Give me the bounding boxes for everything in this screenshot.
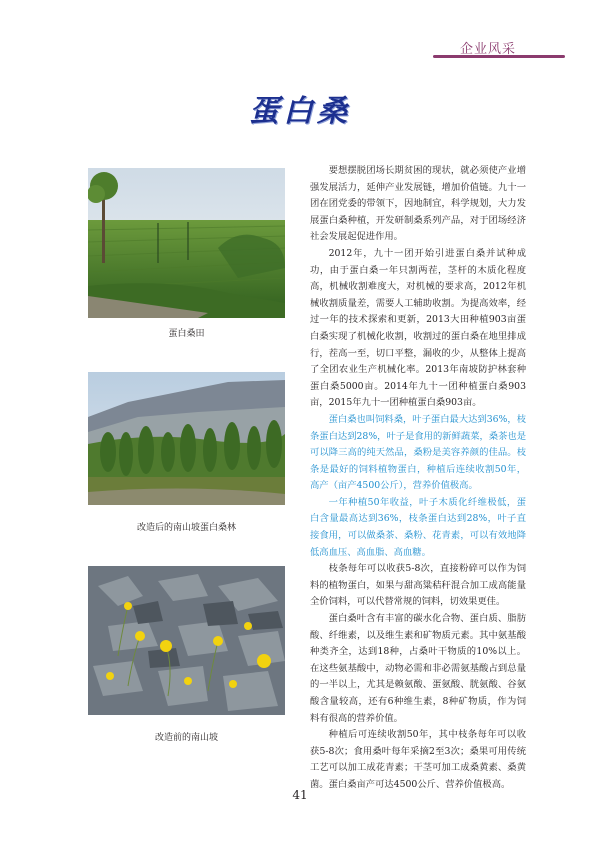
figure-caption: 改造前的南山坡: [154, 733, 218, 743]
page-title: 蛋白桑: [249, 94, 351, 129]
article-body: [310, 163, 526, 794]
highlight-paragraph: 蛋白桑也叫饲料桑，叶子蛋白最大达到36%，枝条蛋白达到28%，叶子是食用的新鲜蔬菜，桑茶也是可以降三高的纯天然品，桑粉是美容养颜的佳品。枝条是最好的饲料植物蛋白，种植后连续收割50年，高产（亩产4500公斤），营养价值极高。: [310, 413, 526, 492]
paragraph: 要想摆脱团场长期贫困的现状，就必须使产业增强发展活力，延伸产业发展链，增加价值链。九十一团在团党委的带领下，因地制宜，科学规划，大力发展蛋白桑种植，开发研制桑系列产品，对于团场经济社会发展起促进作用。: [310, 165, 526, 243]
paragraph: 2012年，九十一团开始引进蛋白桑并试种成功，由于蛋白桑一年只割两茬，茎杆的木质化程度高，机械收割难度大，对机械的要求高，2012年机械收割质量差，需要人工辅助收割。为提高效率，经过一年的技术探索和更新，2013大田种植903亩蛋白桑实现了机械化收割，收割过的蛋白桑在地里排成行，茬高一至，切口平整，漏收的少，从整体上提高了全团农业生产机械化率。2013年南坡防护林套种蛋白桑5000亩。2014年九十一团种植蛋白桑903亩，2015年九十一团种植蛋白桑903亩。: [310, 247, 526, 409]
paragraph: 种植后可连续收割50年，其中枝条每年可以收获5-8次；食用桑叶每年采摘2至3次；桑果可用传统工艺可以加工成花青素；干茎可加工成桑黄素、桑黄菌。蛋白桑亩产可达4500公斤、营养价值极高。: [310, 729, 526, 790]
figure-caption: 改造后的南山坡蛋白桑林: [136, 523, 236, 533]
paragraph: 枝条每年可以收获5-8次，直接粉碎可以作为饲料的植物蛋白，如果与甜高粱秸秆混合加工成高能量全价饲料，可以代替常规的饲料，切效果更佳。: [310, 563, 526, 608]
section-label: 企业风采: [460, 42, 517, 57]
highlight-paragraph: 一年种植50年收益，叶子木质化纤维极低，蛋白含量最高达到36%，枝条蛋白达到28%，叶子直接食用，可以做桑茶、桑粉、花青素，可以有效地降低高血压、高血脂、高血糖。: [310, 496, 526, 558]
page-number: 41: [292, 788, 308, 802]
figure-caption: 蛋白桑田: [168, 329, 205, 339]
photo-mulberry-field: [88, 168, 285, 318]
photo-south-slope-before: [88, 566, 285, 715]
paragraph: 蛋白桑叶含有丰富的碳水化合物、蛋白质、脂肪酸、纤维素，以及维生素和矿物质元素。其中氨基酸种类齐全，达到18种，占桑叶干物质的10%以上。在这些氨基酸中，动物必需和非必需氨基酸占到总量的一半以上，尤其是赖氨酸、蛋氨酸、胱氨酸、谷氨酸含量较高，还有6种维生素，8种矿物质，作为饲料有很高的营养价值。: [310, 613, 526, 724]
photo-south-slope-after: [88, 372, 285, 505]
